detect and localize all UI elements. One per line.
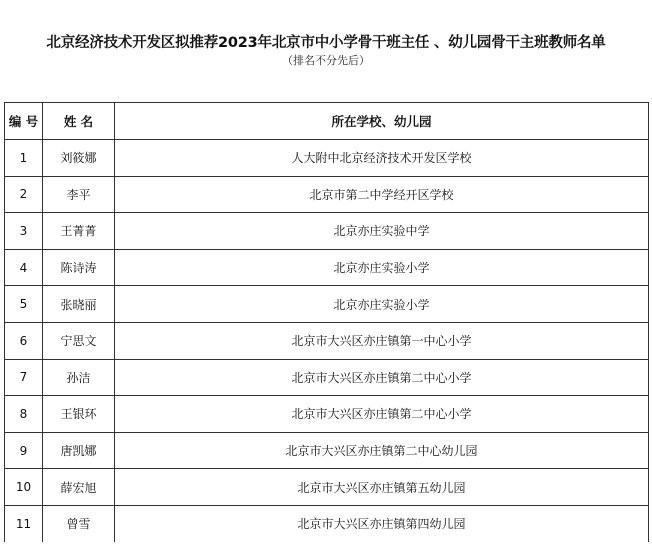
- cell-number: 6: [5, 322, 43, 359]
- document-title: 北京经济技术开发区拟推荐2023年北京市中小学骨干班主任 、幼儿园骨干主班教师名单: [46, 35, 606, 51]
- cell-number: 2: [5, 176, 43, 213]
- table-row: [5, 359, 649, 396]
- header-school: 所在学校、幼儿园: [115, 103, 649, 140]
- cell-school: 北京市大兴区亦庄镇第二中心幼儿园: [115, 432, 649, 469]
- cell-number: 3: [5, 213, 43, 250]
- header-name: 姓 名: [43, 103, 115, 140]
- cell-name: 唐凯娜: [43, 432, 115, 469]
- cell-number: 1: [5, 140, 43, 177]
- cell-name: 王菁菁: [43, 213, 115, 250]
- table-row: [5, 213, 649, 250]
- table-row: [5, 432, 649, 469]
- cell-school: 北京市第二中学经开区学校: [115, 176, 649, 213]
- cell-number: 8: [5, 396, 43, 433]
- cell-name: 曾雪: [43, 505, 115, 541]
- cell-name: 张晓丽: [43, 286, 115, 323]
- cell-school: 北京市大兴区亦庄镇第一中心小学: [115, 322, 649, 359]
- cell-school: 北京亦庄实验小学: [115, 286, 649, 323]
- cell-number: 11: [5, 505, 43, 541]
- cell-school: 北京亦庄实验中学: [115, 213, 649, 250]
- table-row: [5, 322, 649, 359]
- cell-school: 北京市大兴区亦庄镇第二中心小学: [115, 396, 649, 433]
- cell-school: 北京亦庄实验小学: [115, 249, 649, 286]
- cell-name: 孙洁: [43, 359, 115, 396]
- table-row: [5, 176, 649, 213]
- cell-number: 7: [5, 359, 43, 396]
- cell-number: 9: [5, 432, 43, 469]
- table-row: [5, 249, 649, 286]
- cell-number: 5: [5, 286, 43, 323]
- header-number: 编 号: [5, 103, 43, 140]
- cell-name: 王银环: [43, 396, 115, 433]
- cell-name: 宁思文: [43, 322, 115, 359]
- teacher-roster-table: [4, 102, 649, 542]
- cell-name: 刘筱娜: [43, 140, 115, 177]
- table-body: [5, 140, 649, 542]
- cell-school: 北京市大兴区亦庄镇第五幼儿园: [115, 469, 649, 506]
- cell-name: 陈诗涛: [43, 249, 115, 286]
- cell-number: 10: [5, 469, 43, 506]
- cell-school: 北京市大兴区亦庄镇第四幼儿园: [115, 505, 649, 541]
- cell-school: 北京市大兴区亦庄镇第二中心小学: [115, 359, 649, 396]
- cell-name: 薛宏旭: [43, 469, 115, 506]
- cell-number: 4: [5, 249, 43, 286]
- cell-school: 人大附中北京经济技术开发区学校: [115, 140, 649, 177]
- document-subtitle: （排名不分先后）: [282, 54, 370, 67]
- table-row: [5, 396, 649, 433]
- table-row: [5, 140, 649, 177]
- table-row: [5, 286, 649, 323]
- cell-name: 李平: [43, 176, 115, 213]
- table-header-row: [5, 103, 649, 140]
- table-row: [5, 505, 649, 541]
- table-row: [5, 469, 649, 506]
